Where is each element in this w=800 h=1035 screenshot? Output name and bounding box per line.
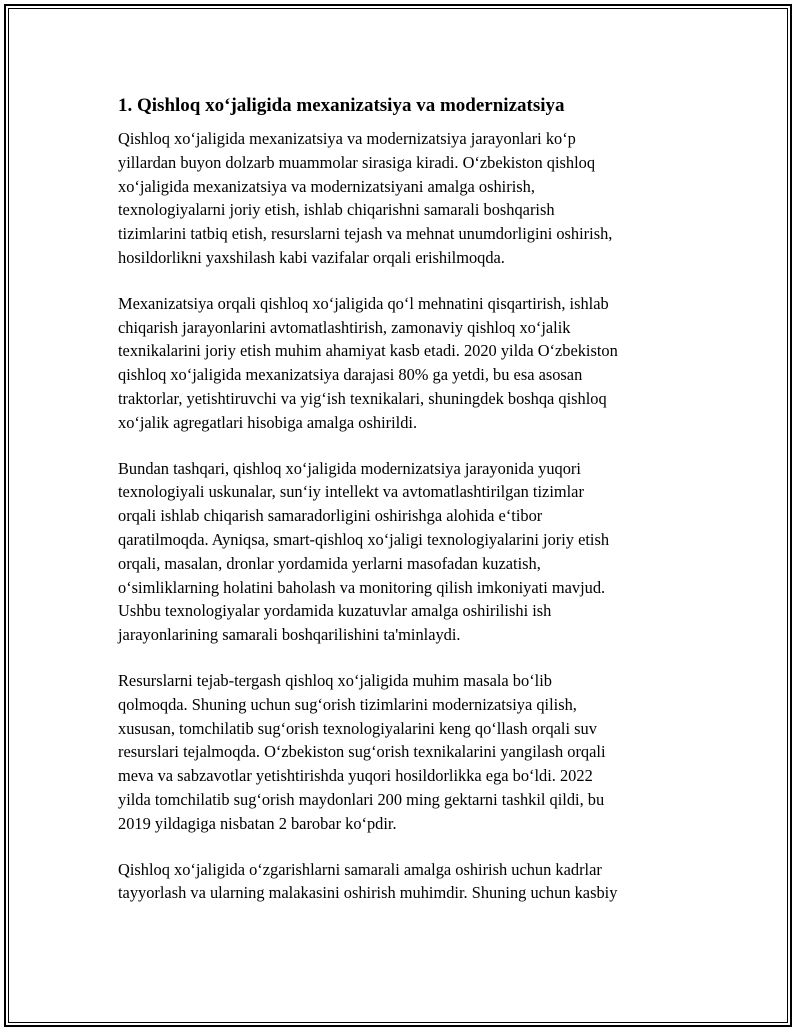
paragraph-line: Ushbu texnologiyalar yordamida kuzatuvlar amalga oshirilishi ish	[118, 601, 552, 621]
paragraph-line: resurslari tejalmoqda. O‘zbekiston sug‘orish texnikalarini yangilash orqali	[118, 742, 606, 762]
paragraph-line: xususan, tomchilatib sug‘orish texnologiyalarini keng qo‘llash orqali suv	[118, 718, 597, 738]
paragraph-line: yillardan buyon dolzarb muammolar sirasiga kiradi. O‘zbekiston qishloq	[118, 152, 596, 172]
paragraph-line: tizimlarini tatbiq etish, resurslarni tejash va mehnat unumdorligini oshirish,	[118, 224, 613, 244]
paragraph-line: orqali, masalan, dronlar yordamida yerlarni masofadan kuzatish,	[118, 553, 541, 573]
paragraph-line: Mexanizatsiya orqali qishloq xo‘jaligida qo‘l mehnatini qisqartirish, ishlab	[118, 293, 609, 313]
paragraph-line: xo‘jalik agregatlari hisobiga amalga oshirildi.	[118, 412, 418, 432]
paragraph-line: Bundan tashqari, qishloq xo‘jaligida modernizatsiya jarayonida yuqori	[118, 458, 581, 478]
paragraph	[118, 858, 688, 906]
paragraph-line: meva va sabzavotlar yetishtirishda yuqori hosildorlikka ega bo‘ldi. 2022	[118, 766, 593, 786]
paragraph-line: jarayonlarining samarali boshqarilishini ta'minlaydi.	[118, 625, 461, 645]
paragraph-line: hosildorlikni yaxshilash kabi vazifalar orqali erishilmoqda.	[118, 247, 505, 267]
paragraph-line: orqali ishlab chiqarish samaradorligini oshirishga alohida e‘tibor	[118, 506, 543, 526]
paragraph	[118, 292, 688, 435]
paragraph-line: qolmoqda. Shuning uchun sug‘orish tizimlarini modernizatsiya qilish,	[118, 694, 577, 714]
paragraph-line: traktorlar, yetishtiruvchi va yig‘ish texnikalari, shuningdek boshqa qishloq	[118, 388, 607, 408]
paragraph	[118, 457, 688, 647]
paragraph-line: texnikalarini joriy etish muhim ahamiyat kasb etadi. 2020 yilda O‘zbekiston	[118, 341, 618, 361]
paragraph	[118, 669, 688, 836]
paragraph-line: chiqarish jarayonlarini avtomatlashtirish, zamonaviy qishloq xo‘jalik	[118, 317, 571, 337]
paragraph-list	[118, 127, 688, 905]
paragraph	[118, 127, 688, 270]
paragraph-line: tayyorlash va ularning malakasini oshirish muhimdir. Shuning uchun kasbiy	[118, 883, 618, 903]
paragraph-line: 2019 yildagiga nisbatan 2 barobar ko‘pdir.	[118, 813, 397, 833]
paragraph-line: qishloq xo‘jaligida mexanizatsiya darajasi 80% ga yetdi, bu esa asosan	[118, 365, 583, 385]
paragraph-line: texnologiyalarni joriy etish, ishlab chiqarishni samarali boshqarish	[118, 200, 555, 220]
paragraph-line: Resurslarni tejab-tergash qishloq xo‘jaligida muhim masala bo‘lib	[118, 670, 552, 690]
paragraph-line: Qishloq xo‘jaligida o‘zgarishlarni samarali amalga oshirish uchun kadrlar	[118, 859, 602, 879]
document-body	[118, 94, 688, 927]
paragraph-line: o‘simliklarning holatini baholash va monitoring qilish imkoniyati mavjud.	[118, 577, 606, 597]
paragraph-line: yilda tomchilatib sug‘orish maydonlari 200 ming gektarni tashkil qildi, bu	[118, 789, 605, 809]
paragraph-line: texnologiyali uskunalar, sun‘iy intellekt va avtomatlashtirilgan tizimlar	[118, 482, 584, 502]
paragraph-line: Qishloq xo‘jaligida mexanizatsiya va modernizatsiya jarayonlari ko‘p	[118, 129, 576, 148]
paragraph-line: qaratilmoqda. Ayniqsa, smart-qishloq xo‘jaligi texnologiyalarini joriy etish	[118, 529, 610, 549]
section-heading: 1. Qishloq xo‘jaligida mexanizatsiya va modernizatsiya	[118, 95, 565, 116]
paragraph-line: xo‘jaligida mexanizatsiya va modernizatsiyani amalga oshirish,	[118, 176, 535, 196]
